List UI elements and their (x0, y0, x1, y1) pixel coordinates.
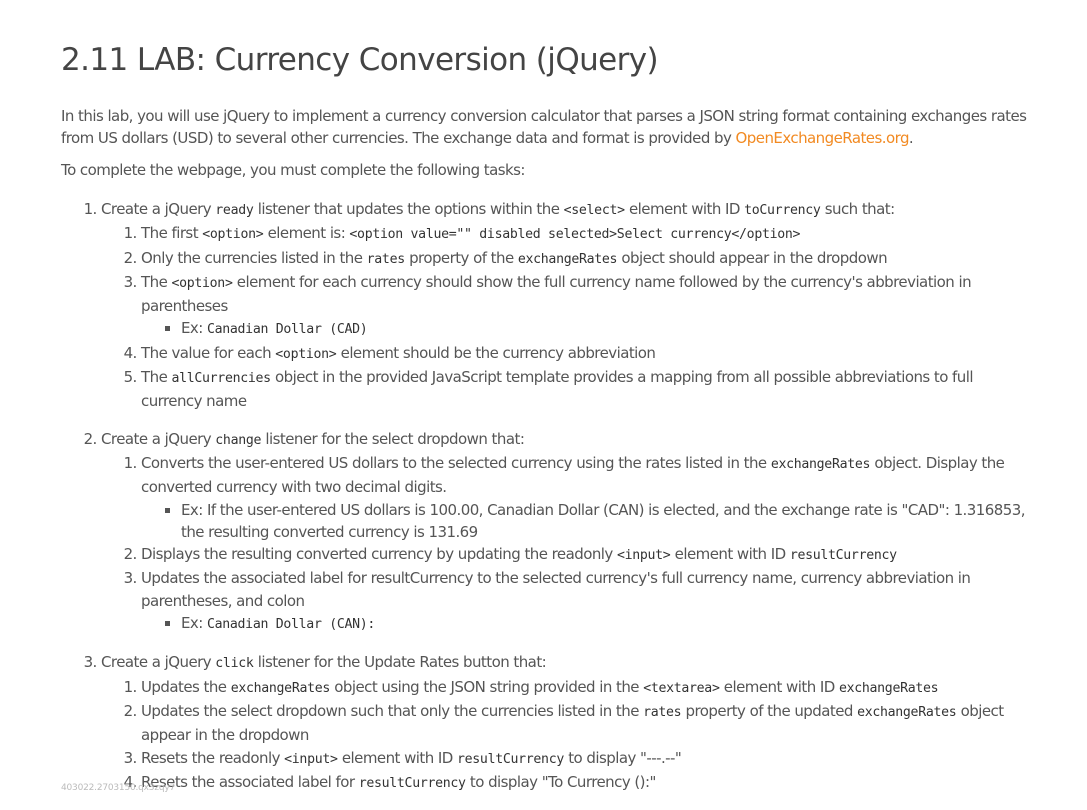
task-3 (101, 651, 1031, 795)
page-title: 2.11 LAB: Currency Conversion (jQuery) (61, 42, 659, 78)
task-text: listener for the select dropdown that: (261, 429, 525, 448)
subtask-text: Updates the select dropdown such that only the currencies listed in the (141, 701, 644, 720)
footer-id: 403022.2703150.qx3zqy7 (61, 783, 176, 793)
code-rates: rates (643, 704, 682, 720)
example-item (181, 612, 1031, 636)
task-1 (101, 198, 1031, 413)
task-text: Create a jQuery (101, 429, 216, 448)
example-text: Ex: (181, 319, 207, 338)
task-1-sub-5 (141, 366, 1031, 413)
task-2-sub-2 (141, 543, 1031, 567)
task-3-sub-1 (141, 676, 1031, 700)
subtask-text: Updates the associated label for resultCurrency to the selected currency's full currency name, currency abbreviation in parentheses, and colon (141, 569, 971, 610)
code-exchangerates: exchangeRates (230, 680, 331, 696)
example-item (181, 317, 1031, 341)
task-text: listener that updates the options within the (253, 200, 564, 218)
code-exchangerates: exchangeRates (857, 704, 957, 720)
task-3-sub-3 (141, 747, 1031, 771)
code-option: <option> (171, 275, 233, 291)
code-example: Canadian Dollar (CAD) (206, 322, 368, 338)
code-input: <input> (284, 751, 338, 767)
subtask-text: object appear in the dropdown (141, 701, 1004, 745)
subtask-text: Resets the readonly (141, 748, 285, 767)
lab-content (61, 38, 1031, 810)
code-textarea: <textarea> (643, 680, 720, 696)
subtask-text: Resets the associated label for (141, 772, 359, 791)
task-1-sub-2 (141, 247, 1031, 271)
code-select: <select> (563, 203, 625, 218)
subtask-text: element with ID (337, 748, 458, 767)
code-click: click (215, 656, 254, 672)
code-resultcurrency: resultCurrency (457, 751, 564, 767)
code-option: <option> (202, 227, 264, 243)
task-1-sub-1 (141, 222, 1031, 246)
code-exchangerates-id: exchangeRates (838, 680, 939, 696)
subtask-text: object in the provided JavaScript template provides a mapping from all possible abbreviations to full currency name (141, 368, 973, 411)
subtask-text: to display "To Currency ():" (465, 772, 656, 791)
subtask-text: element for each currency should show the full currency name followed by the currency's abbreviation in parentheses (141, 272, 972, 316)
subtask-text: property of the updated (681, 701, 858, 720)
subtask-text: The (141, 368, 172, 387)
code-input: <input> (616, 548, 671, 564)
intro-text: In this lab, you will use jQuery to implement a currency conversion calculator that parses a JSON string format containing exchanges rates from US dollars (USD) to several other currencies. The exchange data and format is provided by (61, 107, 1027, 147)
intro-paragraph (61, 105, 1031, 149)
task-text: element with ID (624, 200, 745, 218)
code-resultcurrency: resultCurrency (789, 548, 897, 564)
subtask-text: Updates the (141, 677, 231, 696)
task-1-sub-3-examples (141, 317, 1031, 341)
subtask-text: element should be the currency abbreviation (336, 343, 656, 362)
subtask-text: object should appear in the dropdown (617, 248, 888, 267)
code-allcurrencies: allCurrencies (171, 371, 271, 387)
code-tocurrency: toCurrency (744, 203, 821, 218)
subtask-text: object. Display the converted currency with two decimal digits. (141, 453, 1005, 497)
subtask-text: object using the JSON string provided in the (330, 677, 644, 696)
subtask-text: The value for each (141, 343, 276, 362)
code-change: change (215, 432, 262, 448)
code-first-option: <option value="" disabled selected>Select currency</option> (349, 227, 801, 243)
subtask-text: element is: (263, 224, 350, 243)
task-3-subtasks (101, 676, 1031, 795)
example-item: ▪ Ex: If the user-entered US dollars is 100.00, Canadian Dollar (CAN) is elected, and the exchange rate is "CAD": 1.316853, the resulting converted currency is 131.69 (181, 499, 1031, 544)
task-text: such that: (820, 200, 895, 218)
task-1-sub-4 (141, 342, 1031, 366)
task-3-sub-2 (141, 700, 1031, 747)
code-exchangerates: exchangeRates (517, 251, 618, 267)
task-2-sub-3-examples (141, 612, 1031, 636)
tasks-intro: To complete the webpage, you must complete the following tasks: (61, 161, 525, 179)
task-2-sub-1 (141, 452, 1031, 543)
subtask-text: The (141, 272, 172, 291)
subtask-text: Converts the user-entered US dollars to the selected currency using the rates listed in the (141, 453, 771, 472)
task-2-subtasks (101, 452, 1031, 636)
code-option: <option> (275, 346, 337, 362)
subtask-text: Displays the resulting converted currency by updating the readonly (141, 545, 617, 564)
task-text: Create a jQuery (101, 653, 216, 672)
subtask-text: element with ID (670, 545, 790, 564)
task-text: Create a jQuery (101, 200, 216, 218)
openexchangerates-link[interactable]: OpenExchangeRates.org (735, 129, 909, 147)
code-rates: rates (366, 251, 405, 267)
task-1-subtasks (101, 222, 1031, 412)
intro-text-end: . (908, 129, 914, 147)
task-text: listener for the Update Rates button that: (253, 653, 547, 672)
task-list (61, 198, 1031, 795)
code-example: Canadian Dollar (CAN): (206, 617, 376, 633)
task-2-sub-3 (141, 567, 1031, 636)
task-1-sub-3 (141, 271, 1031, 342)
subtask-text: property of the (404, 248, 518, 267)
subtask-text: to display "---.--" (563, 748, 682, 767)
code-resultcurrency: resultCurrency (358, 775, 466, 791)
subtask-text: element with ID (719, 677, 839, 696)
code-ready: ready (215, 203, 254, 218)
task-3-sub-4 (141, 771, 1031, 795)
example-text: Ex: (181, 614, 207, 633)
task-2 (101, 428, 1031, 637)
subtask-text: Only the currencies listed in the (141, 248, 367, 267)
task-2-sub-1-examples (141, 499, 1031, 544)
code-exchangerates: exchangeRates (770, 456, 871, 472)
subtask-text: The first (141, 224, 203, 243)
